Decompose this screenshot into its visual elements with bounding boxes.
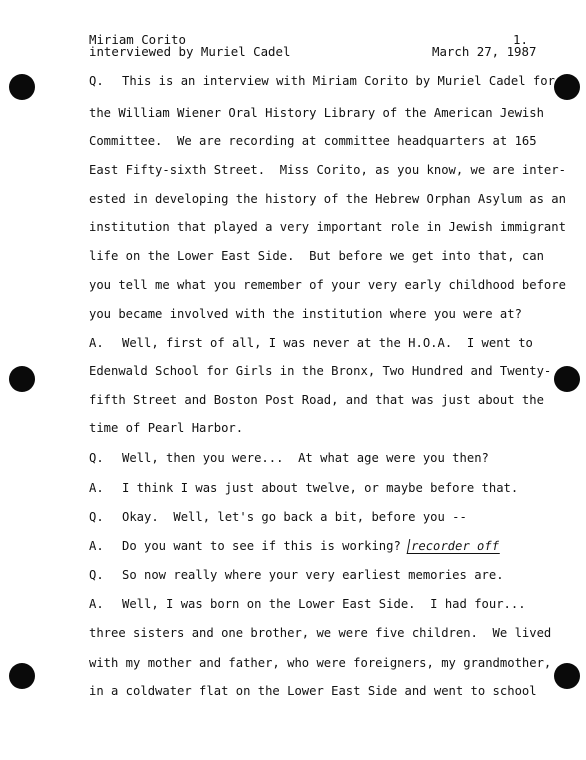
transcript-line	[89, 421, 243, 435]
transcript-text: Edenwald School for Girls in the Bronx, Two Hundred and Twenty-	[89, 364, 552, 378]
transcript-text: Do you want to see if this is working?	[122, 539, 409, 553]
transcript-line	[89, 249, 544, 263]
transcript-line	[89, 626, 551, 640]
transcript-text: So now really where your very earliest memories are.	[122, 568, 504, 582]
transcript-line	[89, 163, 566, 177]
interview-date: March 27, 1987	[432, 44, 537, 59]
transcript-text: the William Wiener Oral History Library of the American Jewish	[89, 106, 544, 120]
transcript-text: This is an interview with Miriam Corito by Muriel Cadel for	[122, 74, 555, 88]
binder-hole-bottom-left	[9, 663, 35, 689]
transcript-line	[89, 451, 489, 465]
transcript-text: three sisters and one brother, we were five children. We lived	[89, 626, 552, 640]
speaker-label: Q.	[89, 74, 104, 88]
transcript-line	[89, 134, 537, 148]
transcript-line	[89, 192, 566, 206]
speaker-label: Q.	[89, 568, 104, 582]
page-number: 1.	[513, 32, 528, 47]
transcript-text: Committee. We are recording at committee headquarters at 165	[89, 134, 537, 148]
transcript-text: life on the Lower East Side. But before we get into that, can	[89, 249, 544, 263]
transcript-text: ested in developing the history of the Hebrew Orphan Asylum as an	[89, 192, 566, 206]
transcript-text: institution that played a very important role in Jewish immigrant	[89, 220, 566, 234]
transcript-text: with my mother and father, who were foreigners, my grandmother,	[89, 656, 552, 670]
transcript-text: Well, I was born on the Lower East Side. I had four...	[122, 597, 526, 611]
transcript-text: Okay. Well, let's go back a bit, before you --	[122, 510, 467, 524]
speaker-label: Q.	[89, 451, 104, 465]
transcript-line	[89, 393, 544, 407]
transcript-text: East Fifty-sixth Street. Miss Corito, as you know, we are inter-	[89, 163, 566, 177]
transcript-text: fifth Street and Boston Post Road, and that was just about the	[89, 393, 544, 407]
transcript-line	[89, 597, 526, 611]
transcript-line	[89, 307, 522, 321]
speaker-label: A.	[89, 597, 104, 611]
speaker-label: A.	[89, 539, 104, 553]
transcript-line	[89, 684, 537, 698]
transcript-text: in a coldwater flat on the Lower East Side and went to school	[89, 684, 537, 698]
transcript-text: Well, first of all, I was never at the H.O.A. I went to	[122, 336, 533, 350]
speaker-label: A.	[89, 481, 104, 495]
bracketed-note: recorder off	[407, 539, 503, 554]
transcript-line	[89, 220, 566, 234]
transcript-text: time of Pearl Harbor.	[89, 421, 244, 435]
transcript-text: you became involved with the institution where you were at?	[89, 307, 522, 321]
interviewee-name: Miriam Corito	[89, 32, 186, 47]
transcript-line	[89, 364, 551, 378]
speaker-label: Q.	[89, 510, 104, 524]
binder-hole-mid-left	[9, 366, 35, 392]
interviewer-line: interviewed by Muriel Cadel	[89, 44, 291, 59]
transcript-line	[89, 568, 504, 582]
transcript-line	[89, 74, 555, 88]
transcript-line	[89, 106, 544, 120]
transcript-text: Well, then you were... At what age were you then?	[122, 451, 489, 465]
transcript-text: I think I was just about twelve, or maybe before that.	[122, 481, 519, 495]
transcript-line	[89, 656, 551, 670]
transcript-line	[89, 539, 501, 554]
speaker-label: A.	[89, 336, 104, 350]
binder-hole-top-left	[9, 74, 35, 100]
transcript-line	[89, 510, 467, 524]
transcript-line	[89, 481, 518, 495]
transcript-line	[89, 336, 533, 350]
binder-hole-mid-right	[554, 366, 580, 392]
transcript-text: you tell me what you remember of your very early childhood before	[89, 278, 566, 292]
binder-hole-bottom-right	[554, 663, 580, 689]
transcript-line	[89, 278, 566, 292]
binder-hole-top-right	[554, 74, 580, 100]
